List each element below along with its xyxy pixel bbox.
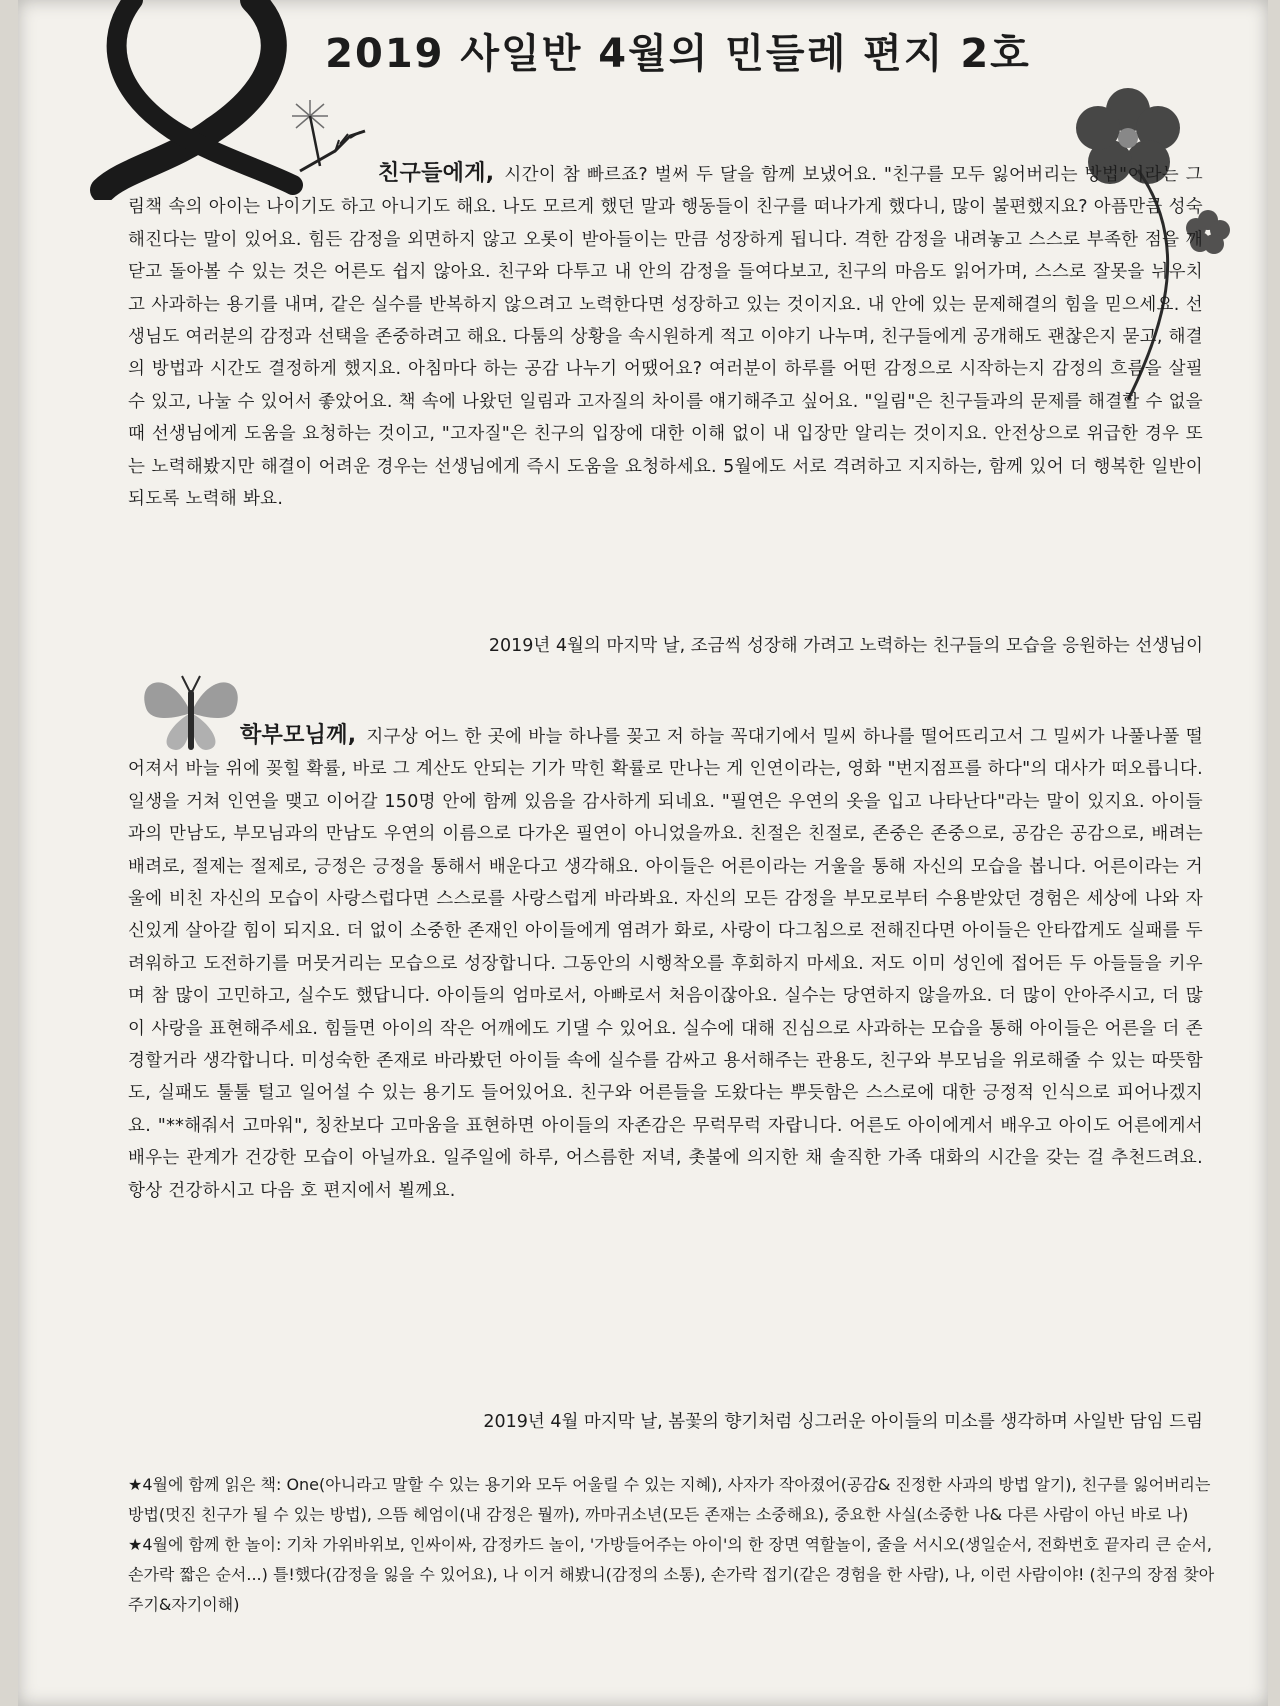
letter-friends-signature: 2019년 4월의 마지막 날, 조금씩 성장해 가려고 노력하는 친구들의 모습을 응원하는 선생님이	[488, 636, 1203, 656]
note-games: ★4월에 함께 한 놀이: 기차 가위바위보, 인싸이싸, 감정카드 놀이, '가방들어주는 아이'의 한 장면 역할놀이, 줄을 서시오(생일순서, 전화번호 끝자리 큰 순서, 손가락 짧은 순서...) 틀!했다(감정을 잃을 수 있어요), 나 이거 해봤니(감정의 소통), 손가락 접기(같은 경험을 한 사람), 나, 이런 사람이야! (친구의 장점 찾아주기&자기이해)	[128, 1535, 1215, 1614]
letter-friends	[128, 158, 1203, 515]
letter-parents	[128, 720, 1203, 1207]
letter-parents-heading: 학부모님께,	[240, 723, 357, 748]
letter-friends-heading: 친구들에게,	[378, 161, 495, 186]
letter-parents-body: 지구상 어느 한 곳에 바늘 하나를 꽂고 저 하늘 꼭대기에서 밀씨 하나를 떨어뜨리고서 그 밀씨가 나풀나풀 떨어져서 바늘 위에 꽂힐 확률, 바로 그 계산도 안되는 기가 막힌 확률로 만나는 게 인연이라는, 영화 "번지점프를 하다"의 대사가 떠오릅니다. 일생을 거쳐 인연을 맺고 이어갈 150명 안에 함께 있음을 감사하게 되네요. "필연은 우연의 옷을 입고 나타난다"라는 말이 있지요. 아이들과의 만남도, 부모님과의 만남도 우연의 이름으로 다가온 필연이 아니었을까요. 친절은 친절로, 존중은 존중으로, 공감은 공감으로, 배려는 배려로, 절제는 절제로, 긍정은 긍정을 통해서 배운다고 생각해요. 아이들은 어른이라는 거울을 통해 자신의 모습을 봅니다. 어른이라는 거울에 비친 자신의 모습이 사랑스럽다면 스스로를 사랑스럽게 바라봐요. 자신의 모든 감정을 부모로부터 수용받았던 경험은 세상에 나와 자신있게 살아갈 힘이 되지요. 더 없이 소중한 존재인 아이들에게 염려가 화로, 사랑이 다그침으로 전해진다면 아이들은 안타깝게도 실패를 두려워하고 도전하기를 머뭇거리는 모습으로 성장합니다. 그동안의 시행착오를 후회하지 마세요. 저도 이미 성인에 접어든 두 아들들을 키우며 참 많이 고민하고, 실수도 했답니다. 아이들의 엄마로서, 아빠로서 처음이잖아요. 실수는 당연하지 않을까요. 더 많이 안아주시고, 더 많이 사랑을 표현해주세요. 힘들면 아이의 작은 어깨에도 기댈 수 있어요. 실수에 대해 진심으로 사과하는 모습을 통해 아이들은 어른을 더 존경할거라 생각합니다. 미성숙한 존재로 바라봤던 아이들 속에 실수를 감싸고 용서해주는 관용도, 친구와 부모님을 위로해줄 수 있는 따뜻함도, 실패도 툴툴 털고 일어설 수 있는 용기도 들어있어요. 친구와 어른들을 도왔다는 뿌듯함은 스스로에 대한 긍정적 인식으로 피어나겠지요. "**해줘서 고마워", 칭찬보다 고마움을 표현하면 아이들의 자존감은 무럭무럭 자랍니다. 어른도 아이에게서 배우고 아이도 어른에게서 배우는 관계가 건강한 모습이 아닐까요. 일주일에 하루, 어스름한 저녁, 촛불에 의지한 채 솔직한 가족 대화의 시간을 갖는 걸 추천드려요. 항상 건강하시고 다음 호 편지에서 뵐께요.	[128, 727, 1203, 1201]
notes-section	[128, 1470, 1218, 1620]
page-title: 2019 사일반 4월의 민들레 편지 2호	[325, 31, 1031, 77]
letter-friends-body: 시간이 참 빠르죠? 벌써 두 달을 함께 보냈어요. "친구를 모두 잃어버리는 방법"이라는 그림책 속의 아이는 나이기도 하고 아니기도 해요. 나도 모르게 했던 말과 행동들이 친구를 떠나가게 했다니, 많이 불편했지요? 아픔만큼 성숙해진다는 말이 있어요. 힘든 감정을 외면하지 않고 오롯이 받아들이는 만큼 성장하게 됩니다. 격한 감정을 내려놓고 스스로 부족한 점을 깨닫고 돌아볼 수 있는 것은 어른도 쉽지 않아요. 친구와 다투고 내 안의 감정을 들여다보고, 친구의 마음도 읽어가며, 스스로 잘못을 뉘우치고 사과하는 용기를 내며, 같은 실수를 반복하지 않으려고 노력한다면 성장하고 있는 것이지요. 내 안에 있는 문제해결의 힘을 믿으세요. 선생님도 여러분의 감정과 선택을 존중하려고 해요. 다툼의 상황을 속시원하게 적고 이야기 나누며, 친구들에게 공개해도 괜찮은지 묻고, 해결의 방법과 시간도 결정하게 했지요. 아침마다 하는 공감 나누기 어땠어요? 여러분이 하루를 어떤 감정으로 시작하는지 감정의 흐름을 살필 수 있고, 나눌 수 있어서 좋았어요. 책 속에 나왔던 일림과 고자질의 차이를 얘기해주고 싶어요. "일림"은 친구들과의 문제를 해결할 수 없을 때 선생님에게 도움을 요청하는 것이고, "고자질"은 친구의 입장에 대한 이해 없이 내 입장만 알리는 것이지요. 안전상으로 위급한 경우 또는 노력해봤지만 해결이 어려운 경우는 선생님에게 즉시 도움을 요청하세요. 5월에도 서로 격려하고 지지하는, 함께 있어 더 행복한 일반이 되도록 노력해 봐요.	[128, 165, 1203, 510]
letter-paper	[18, 0, 1268, 1706]
note-books: ★4월에 함께 읽은 책: One(아니라고 말할 수 있는 용기와 모두 어울릴 수 있는 지혜), 사자가 작아졌어(공감& 진정한 사과의 방법 알기), 친구를 잃어버리는 방법(멋진 친구가 될 수 있는 방법), 으뜸 헤엄이(내 감정은 뭘까), 까마귀소년(모든 존재는 소중해요), 중요한 사실(소중한 나& 다른 사람이 아닌 바로 나)	[128, 1475, 1211, 1524]
letter-parents-signature: 2019년 4월 마지막 날, 봄꽃의 향기처럼 싱그러운 아이들의 미소를 생각하며 사일반 담임 드림	[483, 1412, 1203, 1432]
